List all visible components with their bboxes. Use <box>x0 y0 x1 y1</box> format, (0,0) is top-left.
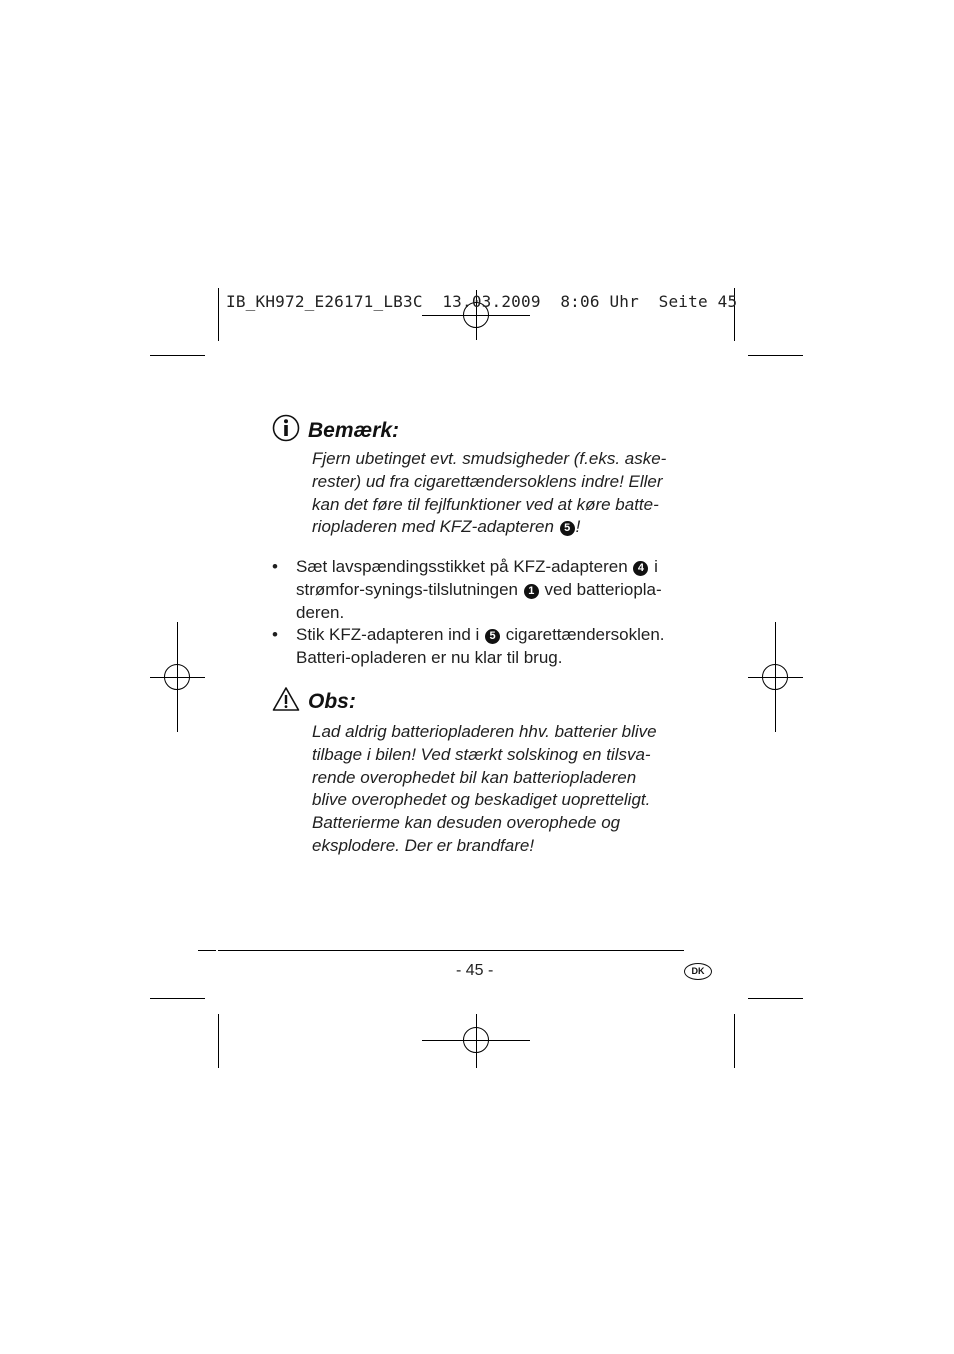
warning-line: Batterierme kan desuden overophede og <box>312 813 621 833</box>
step-text: Stik KFZ-adapteren ind i <box>296 625 480 645</box>
warning-line: Lad aldrig batteriopladeren hhv. batterier blive <box>312 722 657 741</box>
list-item <box>272 624 692 670</box>
note-heading <box>272 414 399 448</box>
footer-rule <box>218 950 684 951</box>
part-number-badge: 1 <box>524 584 539 599</box>
list-item <box>272 556 692 624</box>
step-text: strømfor-synings-tilslutningen <box>296 579 519 599</box>
step-line <box>296 579 662 602</box>
steps-list <box>272 556 692 670</box>
registration-mark-circle <box>762 664 788 690</box>
warning-line: blive overophedet og beskadiget uopretteligt. <box>312 790 651 810</box>
part-number-badge: 5 <box>485 629 500 644</box>
part-number-badge: 4 <box>633 561 648 576</box>
note-line: kan det føre til fejlfunktioner ved at køre batte- <box>312 494 659 514</box>
step-line <box>296 556 662 579</box>
step-text: i <box>654 557 658 576</box>
crop-mark <box>748 998 803 999</box>
note-line: Fjern ubetinget evt. smudsigheder (f.eks. aske- <box>312 449 667 468</box>
crop-mark <box>150 998 205 999</box>
note-line <box>312 516 692 539</box>
warning-text <box>312 721 692 858</box>
crop-mark <box>218 288 219 341</box>
warning-line: rende overophedet bil kan batteriopladeren <box>312 767 637 787</box>
warning-title: Obs: <box>308 690 356 713</box>
part-number-badge: 5 <box>560 521 575 536</box>
note-text <box>312 448 692 539</box>
registration-mark-circle <box>463 1027 489 1053</box>
step-text: ved batteriopla- <box>544 579 662 599</box>
note-end-punct: ! <box>575 517 581 537</box>
step-text: cigarettændersoklen. <box>505 625 665 645</box>
step-line: deren. <box>296 602 345 622</box>
step-text: Sæt lavspændingsstikket på KFZ-adapteren <box>296 557 628 576</box>
crop-mark <box>748 355 803 356</box>
page-number: - 45 - <box>456 962 494 979</box>
bullet: • <box>272 557 278 576</box>
info-icon <box>272 414 300 448</box>
footer-rule <box>198 950 216 951</box>
crop-mark <box>150 355 205 356</box>
note-line-text: riopladeren med KFZ-adapteren <box>312 517 554 537</box>
note-line: rester) ud fra cigarettændersoklens indre! Eller <box>312 471 663 491</box>
warning-triangle-icon <box>272 686 300 718</box>
warning-line: eksplodere. Der er brandfare! <box>312 835 535 855</box>
print-slug: IB_KH972_E26171_LB3C 13.03.2009 8:06 Uhr Seite 45 <box>226 292 738 311</box>
note-title: Bemærk: <box>308 419 400 442</box>
crop-mark <box>218 1014 219 1068</box>
registration-mark-circle <box>164 664 190 690</box>
step-line: Batteri-opladeren er nu klar til brug. <box>296 648 563 668</box>
warning-heading <box>272 686 356 718</box>
warning-line: tilbage i bilen! Ved stærkt solskinog en tilsva- <box>312 744 651 764</box>
bullet: • <box>272 625 278 645</box>
step-line <box>296 624 665 647</box>
language-badge: DK <box>684 963 712 980</box>
crop-mark <box>734 1014 735 1068</box>
